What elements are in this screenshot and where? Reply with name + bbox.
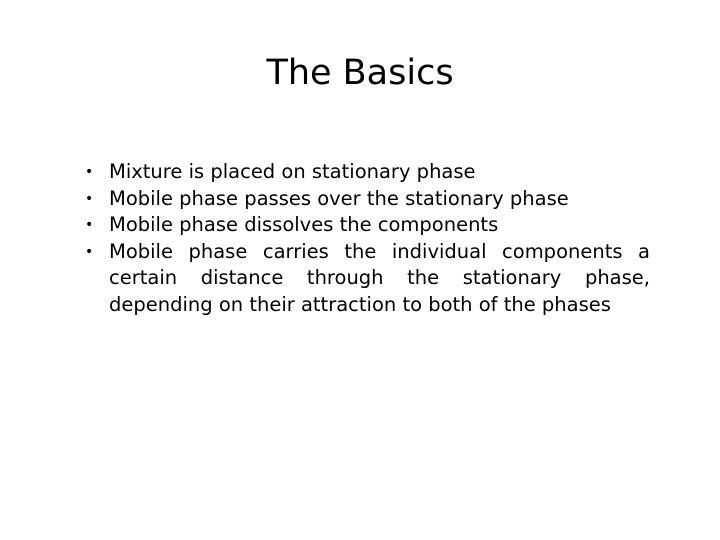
bullet-text: Mobile phase passes over the stationary phase: [109, 186, 569, 210]
bullet-dot-icon: •: [85, 164, 94, 180]
bullet-item: [85, 212, 650, 239]
bullet-dot-icon: •: [85, 243, 94, 260]
bullet-item: [85, 186, 650, 213]
bullet-text: Mobile phase dissolves the components: [109, 213, 499, 236]
bullet-item: [85, 239, 650, 319]
slide-title: The Basics: [266, 53, 454, 93]
bullet-text: Mixture is placed on stationary phase: [109, 160, 476, 183]
bullet-dot-icon: •: [85, 190, 94, 207]
bullet-list: [85, 159, 650, 318]
bullet-item: [85, 159, 650, 186]
bullet-dot-icon: •: [85, 217, 94, 233]
bullet-text: Mobile phase carries the individual components a certain distance through the stationary phase, depending on their attraction to both of the phases: [109, 239, 650, 316]
